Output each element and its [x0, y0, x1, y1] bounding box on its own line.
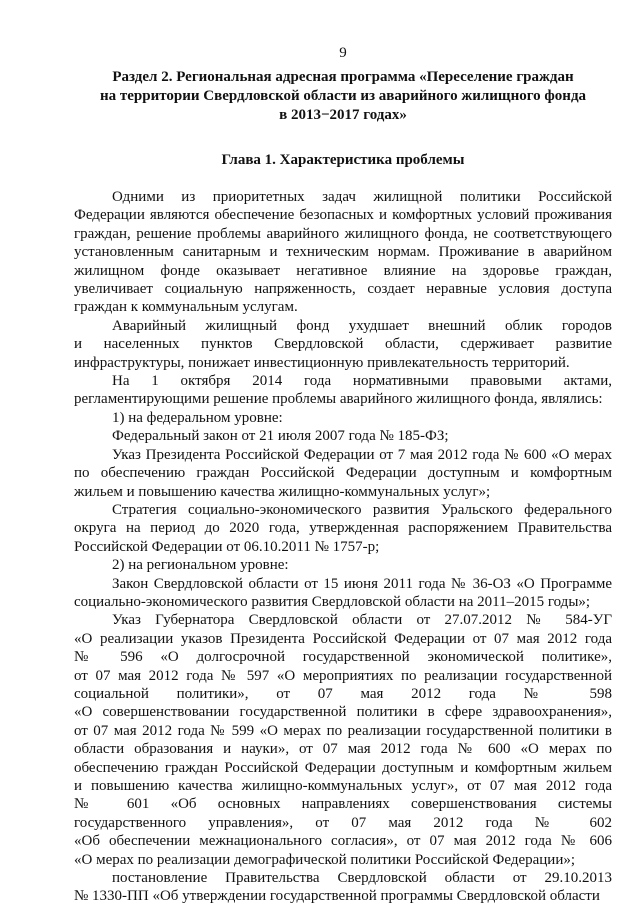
paragraph-line: 1) на федеральном уровне: — [112, 409, 283, 426]
paragraph-line: Стратегия социально-экономического развития Уральского федерального — [112, 501, 612, 518]
paragraph — [74, 501, 612, 556]
page-number: 9 — [339, 45, 347, 61]
paragraph-line: увеличивает социальную напряженность, создает неравные условия доступа — [74, 281, 612, 298]
paragraph-line: государственного управления», от 07 мая 2012 года № 602 — [74, 814, 612, 831]
paragraph-line: На 1 октября 2014 года нормативными правовыми актами, — [112, 373, 612, 390]
paragraph-line: Федеральный закон от 21 июля 2007 года № 185-ФЗ; — [112, 428, 449, 445]
paragraph-line: Федерации являются обеспечение безопасных и комфортных условий проживания — [74, 207, 612, 224]
paragraph — [74, 446, 612, 501]
paragraph-line: социально-экономического развития Свердловской области на 2011–2015 годы»; — [74, 593, 591, 610]
paragraph — [74, 409, 612, 427]
paragraph-line: округа на период до 2020 года, утвержденная распоряжением Правительства — [74, 520, 612, 537]
paragraph-line: и населенных пунктов Свердловской области, сдерживает развитие — [74, 336, 612, 353]
paragraph-line: установленным санитарным и техническим нормам. Проживание в аварийном — [74, 244, 612, 261]
paragraph-line: и повышению качества жилищно-коммунальных услуг», от 07 мая 2012 года — [74, 778, 612, 794]
paragraph — [74, 427, 612, 445]
paragraph — [74, 575, 612, 612]
paragraph-line: по обеспечению граждан Российской Федерации доступным и комфортным — [74, 465, 612, 482]
paragraph-line: № 1330-ПП «Об утверждении государственной программы Свердловской области — [74, 888, 600, 905]
paragraph-line: Закон Свердловской области от 15 июня 2011 года № 36-ОЗ «О Программе — [112, 575, 612, 592]
section-title — [74, 68, 612, 125]
paragraph-line: граждан, решение проблемы аварийного жилищного фонда, не соответствующего — [74, 225, 612, 242]
paragraph-line: Российской Федерации от 06.10.2011 № 1757-р; — [74, 538, 380, 555]
paragraph-line: Указ Президента Российской Федерации от 7 мая 2012 года № 600 «О мерах — [112, 446, 612, 463]
section-title-line: Раздел 2. Региональная адресная программа «Переселение граждан — [112, 69, 574, 85]
paragraph — [74, 188, 612, 317]
paragraph — [74, 317, 612, 372]
paragraph — [74, 556, 612, 574]
paragraph-line: социальной политики», от 07 мая 2012 года № 598 — [74, 685, 612, 702]
paragraph-line: «О совершенствовании государственной политики в сфере здравоохранения», — [74, 704, 612, 721]
body-text — [74, 188, 612, 906]
paragraph-line: жильем и повышению качества жилищно-коммунальных услуг»; — [74, 483, 491, 500]
paragraph-line: постановление Правительства Свердловской области от 29.10.2013 — [112, 870, 612, 887]
paragraph-line: области образования и науки», от 07 мая 2012 года № 600 «О мерах по — [74, 741, 612, 758]
paragraph-line: Указ Губернатора Свердловской области от 27.07.2012 № 584-УГ — [112, 612, 612, 629]
paragraph-line: от 07 мая 2012 года № 597 «О мероприятиях по реализации государственной — [74, 667, 612, 684]
paragraph-line: от 07 мая 2012 года № 599 «О мерах по реализации государственной политики в — [74, 722, 612, 739]
paragraph-line: регламентирующими решение проблемы аварийного жилищного фонда, являлись: — [74, 391, 603, 408]
paragraph-line: № 596 «О долгосрочной государственной экономической политике», — [74, 649, 612, 666]
paragraph-line: № 601 «Об основных направлениях совершенствования системы — [74, 796, 612, 813]
paragraph-line: жилищном фонде оказывает негативное влияние на здоровье граждан, — [74, 262, 612, 279]
paragraph — [74, 611, 612, 869]
section-title-line: на территории Свердловской области из аварийного жилищного фонда — [99, 88, 587, 104]
section-title-line: в 2013−2017 годах» — [279, 107, 407, 123]
paragraph-line: «Об обеспечении межнационального согласия», от 07 мая 2012 года № 606 — [74, 833, 612, 850]
paragraph — [74, 372, 612, 409]
paragraph-line: Аварийный жилищный фонд ухудшает внешний облик городов — [112, 317, 612, 334]
paragraph-line: инфраструктуры, понижает инвестиционную привлекательность территорий. — [74, 354, 570, 371]
paragraph-line: Одними из приоритетных задач жилищной политики Российской — [112, 189, 612, 205]
paragraph-line: граждан к коммунальным услугам. — [74, 299, 298, 316]
paragraph-line: обеспечению граждан Российской Федерации доступным и комфортным жильем — [74, 759, 612, 776]
paragraph-line: «О мерах по реализации демографической политики Российской Федерации»; — [74, 851, 576, 868]
paragraph-line: 2) на региональном уровне: — [112, 557, 289, 574]
chapter-title: Глава 1. Характеристика проблемы — [221, 152, 465, 168]
paragraph-line: «О реализации указов Президента Российской Федерации от 07 мая 2012 года — [74, 630, 612, 647]
paragraph — [74, 869, 612, 906]
